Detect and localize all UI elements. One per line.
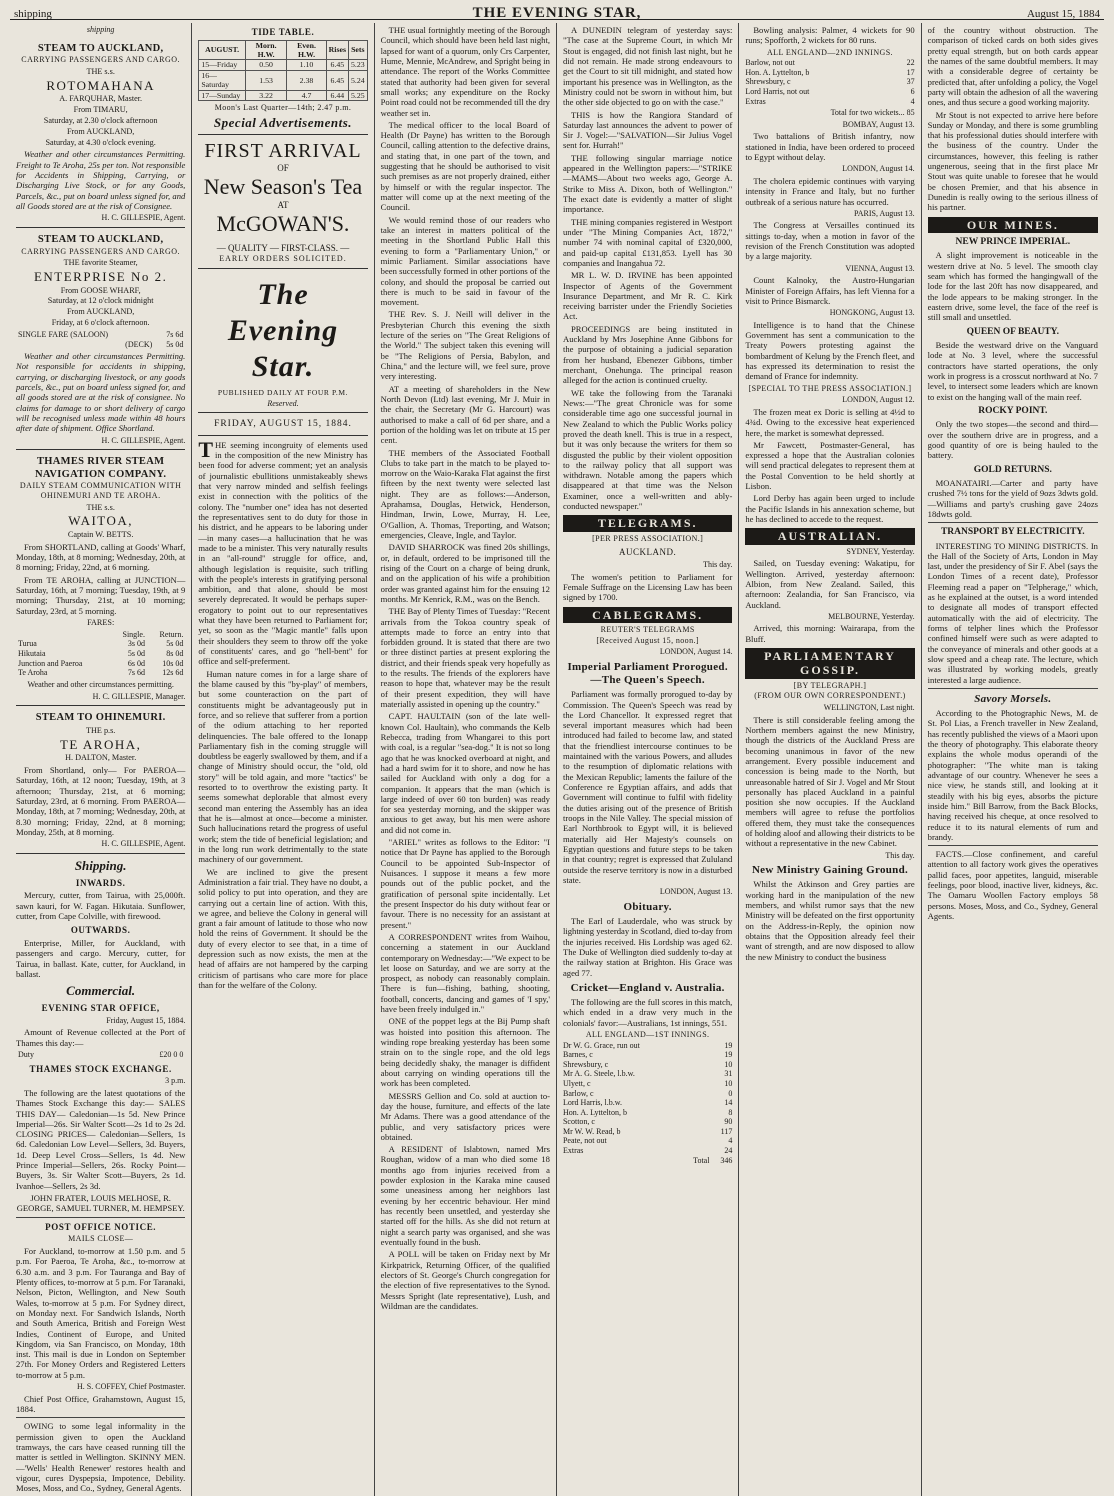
tide-day: 17—Sunday	[199, 90, 246, 100]
post-body: For Auckland, to-morrow at 1.50 p.m. and 5 p.m. For Paeroa, Te Aroha, &c., to-morrow at 6.30 a.m. and 3 p.m. For Tauranga and Bay of Plenty offices, to-morrow at 5 p.m. For Taranaki, Nelson, Picton, Wellington, and New South Wales, to-morrow at 5 p.m. For Sydney direct, on Monday next. For Sandwich Islands, North and South America, British and Foreign West Indies, Continent of Europe, and United Kingdom, via San Francisco, on Monday, 18th inst. This mail is due in London on September 27th. For Money Orders and Registered Letters to-morrow at 5 p.m.	[16, 1246, 186, 1380]
duty-label: Duty	[18, 1049, 34, 1059]
runs: 24	[724, 1146, 733, 1156]
runs: 22	[906, 58, 915, 68]
score-row	[563, 1117, 732, 1127]
prince-imperial-heading: NEW PRINCE IMPERIAL.	[955, 237, 1071, 248]
flag-published: PUBLISHED DAILY AT FOUR P.M.	[217, 387, 349, 397]
fare-table	[16, 630, 185, 678]
batsman: Hon. A. Lyttelton, b	[745, 67, 810, 77]
ad-signature: H. C. GILLESPIE, Manager.	[92, 691, 186, 701]
news-para: THE mining companies registered in Westport under "The Mining Companies Act, 1872," number 74 with nominal capital of £320,000, and paid-up capital £131,853. Lyell has 30 companies and Inangahua 72.	[562, 216, 733, 268]
tide-even: 2.38	[287, 70, 326, 90]
auckland-day: This day.	[703, 560, 733, 570]
tide-header-row	[199, 40, 367, 60]
gossip-body: There is still considerable feeling among the Northern members against the new Ministry, though the districts of the Auckland Press are becoming unanimous in favor of the new arrangement. Every possible inducement and concession is being made to the North, but unreasonable hatred of Sir J. Vogel and Mr Stout personally has placed Auckland in a painful position she now occupies. If the Auckland members will agree to refuse the portfolios offered them, they must take the consequences of holding aloof and allowing their districts to be without a representative in the new Cabinet.	[745, 714, 915, 849]
gossip-banner: PARLIAMENTARY GOSSIP.	[745, 648, 914, 679]
ad-steam-ohinemuri	[16, 706, 185, 854]
telegrams-banner: TELEGRAMS.	[563, 515, 732, 531]
obituary-body: The Earl of Lauderdale, who was struck by lightning yesterday in Scotland, died to-day from the injuries received. His Lordship was aged 62. The Duke of Wellington died suddenly to-day at the railway station at Brighton. His Grace was aged 77.	[562, 915, 733, 978]
ad-body: From Shortland, only— For PAEROA— Saturday, 16th, at 12 noon; Tuesday, 19th, at 3 afternoon; Thursday, 21st, at 6 morning; Saturday, 23rd, at 6 morning. From PAEROA— Monday, 18th, at 7 morning; Wednesday, 20th, at 8.30 morning; Friday, 22nd, at 8 morning; Monday, 25th, at 8 morning.	[16, 765, 186, 838]
tide-col-head: AUGUST.	[199, 40, 246, 60]
tide-row	[199, 90, 367, 100]
ship-prefix: THE p.s.	[85, 725, 116, 735]
tide-even: 1.10	[287, 60, 326, 70]
local-news-para: THE usual fortnightly meeting of the Borough Council, which should have been held last night, lapsed for want of a quorum, only Crs Carpenter, Hume, Mennie, McAndrew, and Spright being in attendance. The report of the Works Committee stated that authority had been given for several small works; any expenditure on the Rocky Point road could not be recommended till the dry weather set in.	[380, 25, 550, 118]
australian-banner: AUSTRALIAN.	[745, 528, 914, 544]
divider	[928, 845, 1098, 846]
cricket-heading: Cricket—England v. Australia.	[570, 981, 725, 994]
office-body: Amount of Revenue collected at the Port of Thames this day:—	[16, 1027, 186, 1048]
ad-line-mcgowans: McGOWAN'S.	[216, 211, 350, 237]
outwards-heading: OUTWARDS.	[70, 925, 131, 936]
schedule-line: Friday, at 6 o'clock afternoon.	[51, 318, 150, 328]
tide-col-head: Sets	[348, 40, 367, 60]
dateline-vienna: VIENNA, August 13.	[845, 263, 915, 273]
fare-header-row	[16, 630, 185, 640]
column-1	[10, 23, 192, 1496]
cricket-body: The following are the full scores in this match, which ended in a draw very much in the colonials' favor:—Australians, 1st innings, 551.	[562, 997, 733, 1028]
dateline-this-day: This day.	[885, 850, 915, 860]
bombay-body: Two battalions of British infantry, now stationed in India, have been ordered to proceed to Egypt without delay.	[745, 131, 915, 162]
ship-name: ROTOMAHANA	[46, 77, 155, 93]
runs: 37	[906, 77, 915, 87]
exchange-body: The following are the latest quotations of the Thames Stock Exchange this day:— SALES THIS DAY— Caledonian—1s 5d. New Prince Imperial—26s. Sir Walter Scott—2s 1d to 2s 2d. CLOSING PRICES— Caledonian—Sellers, 1s 6d. Caledonian Low Level—Sellers, 3d. Buyers, 1d. Deep Level Cross—Sellers, 1s 4d. New Prince Imperial—Sellers, 26s. Rocky Point—Buyers, 3s. Sir Walter Scott—Buyers, 2s 1d. Ivanhoe—Sellers, 2s 3d.	[16, 1087, 186, 1191]
hongkong-body: Intelligence is to hand that the Chinese Government has sent a communication to the Treaty Powers protesting against the bombardment of Kelung by the French fleet, and has expressed its determination to resist the demand of France for indemnity.	[745, 319, 915, 382]
ship-name: TE AROHA,	[59, 736, 142, 752]
dateline-paris: PARIS, August 13.	[854, 208, 915, 218]
local-news-para: A POLL will be taken on Friday next by Mr Kirkpatrick, Returning Officer, of the qualified electors of St. George's Church congregation for the election of five representatives to the Synod. Messrs Spright (late representative), Lush, and Wildman are the candidates.	[380, 1249, 550, 1311]
closing-notices: OWING to some legal informality in the permission given to open the Auckland tramways, the cars have ceased running till the matter is settled in Wellington. SKINNY MEN.—'Wells' Health Renewer' restores health and vigour, cures Dyspepsia, Impotence, Debility. Moses, Moss, and Co., Sydney, General Agents.	[16, 1421, 186, 1494]
office-date: Friday, August 15, 1884.	[106, 1015, 186, 1025]
ad-signature: H. C. GILLESPIE, Agent.	[101, 839, 186, 849]
gossip-continued: Mr Stout is not expected to arrive here before Sunday or Monday, and there is some grumbling that his professional duties should interfere with the business of the country. Under the circumstances, however, this feeling is rather ungenerous, seeing that in the first place Mr Stout was quite unable to foresee that he would be chosen Premier, and that his absence in Dunedin is really owing to the serious illness of his partner.	[927, 109, 1098, 213]
derby-body: Lord Derby has again been urged to include the Pacific Islands in his annexation scheme, but he has declined to accede to the request.	[745, 493, 915, 524]
dateline: FRIDAY, AUGUST 15, 1884.	[198, 419, 367, 435]
column-4	[557, 23, 739, 1496]
batsman: Dr W. G. Grace, run out	[562, 1040, 640, 1050]
masthead-title: THE EVENING STAR,	[472, 5, 642, 21]
scorecard-second	[745, 58, 914, 106]
runs: 14	[724, 1098, 733, 1108]
fares-heading: FARES:	[87, 618, 115, 628]
fare-col-head: Return.	[159, 629, 184, 639]
fare-row	[16, 639, 185, 649]
melbourne-body: Arrived, this morning: Wairarapa, from the Bluff.	[745, 623, 915, 644]
ad-body: From SHORTLAND, calling at Goods' Wharf, Monday, 18th, at 8 morning; Wednesday, 20th, at 8 morning; Friday, 22nd, at 6 morning.	[16, 541, 186, 573]
tide-morn: 3.22	[245, 90, 286, 100]
exchange-heading: THAMES STOCK EXCHANGE.	[29, 1063, 172, 1074]
runs: 19	[724, 1040, 733, 1050]
batsman: Lord Harris, not out	[745, 87, 810, 96]
runs: 8	[728, 1107, 733, 1117]
column-6	[922, 23, 1104, 1496]
ad-thames-river-steam	[16, 450, 185, 706]
fare-return: 5s 0d	[166, 639, 184, 649]
divider	[928, 688, 1098, 689]
total-label: Total	[693, 1155, 710, 1165]
local-news-para: A RESIDENT of Islabtown, named Mrs Roughan, widow of a man who died some 18 months ago from injuries received from a powder explosion in the Karaka mine caused some uneasiness among her neighbors last evening by her eccentric behaviour. Her mind has recently been unsettled, and yesterday she started off for the hills. As she did not return at night a search party was organised, and she was eventually found in the bush.	[380, 1144, 550, 1247]
tide-row	[199, 60, 367, 70]
runs: 31	[724, 1069, 733, 1079]
fare-table	[16, 330, 185, 349]
ministry-body: Whilst the Atkinson and Grey parties are working hard in the manipulation of the new members, and whilst rumor says that the new Ministry will be defeated on the first opportunity on the Address-in-Reply, the opinion now obtains that the Opposition already feel their want of strength, and are now disposed to allow the new Ministry to conduct the business	[745, 879, 915, 962]
scorecard	[563, 1041, 732, 1166]
local-news-para: We would remind those of our readers who take an interest in matters political of the meeting in the Shortland Public Hall this evening to form a "Parliamentary Union," or mimic Parliament. Similar associations have been successfully formed in other portions of the colony, and should the proposal be carried out there is much to be said in favour of the movement.	[380, 214, 550, 308]
news-para: MR L. W. D. IRVINE has been appointed Inspector of Agents of the Government Insurance Department, and Mr R. C. Kirk receiving barrister under the Friendly Societies Act.	[562, 270, 733, 322]
ministry-heading: New Ministry Gaining Ground.	[751, 864, 909, 877]
brokers: JOHN FRATER, LOUIS MELHOSE, R. GEORGE, SAMUEL TURNER, M. HEMPSEY.	[16, 1193, 185, 1214]
runs: 90	[724, 1117, 733, 1127]
queen-of-beauty-heading: QUEEN OF BEAUTY.	[966, 326, 1060, 337]
dateline-london: LONDON, August 13.	[659, 887, 733, 897]
score-row	[563, 1060, 732, 1070]
local-news-para: THE members of the Associated Football Clubs to take part in the match to be played to-morrow on the Waio-Karaka Flat against the first fifteen by the next twenty were selected last night. They are as follows:—Anderson, Aprahamsa, Douglas, Hetwick, Henderson, Hindman, Irwin, Lowe, Murray, H. Lee, O'Gallion, A. Thomas, Treporting, and Watson; emergencies, Cleave, Ingle, and Taylor.	[380, 447, 550, 540]
runs: 10	[724, 1078, 733, 1088]
ad-subheading: DAILY STEAM COMMUNICATION WITH OHINEMURI AND TE AROHA.	[19, 481, 182, 500]
gossip-correspondent: (FROM OUR OWN CORRESPONDENT.)	[754, 691, 906, 701]
cablegrams-banner: CABLEGRAMS.	[563, 607, 732, 623]
tide-heading: TIDE TABLE.	[251, 27, 315, 37]
ship-prefix: THE s.s.	[86, 502, 115, 512]
batsman: Hon. A. Lyttelton, b	[562, 1107, 627, 1117]
duty-row	[16, 1050, 185, 1060]
news-para: THIS is how the Rangiora Standard of Saturday last announces the advent to power of Sir J. Vogel:—"SALVATION—Sir Julius Vogel sent for. Hurrah!"	[562, 109, 733, 151]
fare-dest: Junction and Paeroa	[18, 658, 83, 668]
batsman: Extras	[562, 1146, 584, 1156]
exchange-time: 3 p.m.	[165, 1076, 186, 1086]
local-news-para: DAVID SHARROCK was fined 20s shillings, or, in default, ordered to be imprisoned till the rising of the Court on a charge of being drunk, and on the application of his wife a prohibition order was granted against him for the ensuing 12 months. Mr Kenrick, R.M., was on the Bench.	[380, 542, 550, 604]
telegrams-source: [PER PRESS ASSOCIATION.]	[592, 533, 704, 543]
tide-col-head: Rises	[326, 40, 348, 60]
news-para: THE following singular marriage notice appeared in the Wellington papers:—"STRIKE—MAMS—About two weeks ago, George A. Strike to Miss A. Dixon, both of Wellington." The exact date is evidently a matter of slight importance.	[562, 152, 733, 215]
inwards-body: Mercury, cutter, from Tairua, with 25,000ft. sawn kauri, for W. Fagan. Hikutaia. Sunflower, cutter, from Cape Colville, with firewood.	[16, 890, 186, 921]
fare-single: 7s 6d	[127, 668, 145, 678]
runs: 19	[724, 1050, 733, 1060]
ad-steam-auckland-enterprise	[16, 228, 185, 450]
divider	[928, 522, 1098, 523]
post-subheading: MAILS CLOSE—	[68, 1234, 134, 1244]
runs: 4	[910, 96, 915, 106]
masthead	[10, 4, 1104, 20]
runs: 117	[720, 1126, 733, 1136]
ship-prefix: THE s.s.	[86, 66, 115, 76]
ad-signature: H. C. GILLESPIE, Agent.	[101, 435, 186, 445]
gold-returns-body: MOANATAIRI.—Carter and party have crushed 7½ tons for the yield of 9ozs 3dwts gold.—Williams and party's crushing gave 24ozs 18dwts gold.	[927, 477, 1098, 519]
divider	[16, 1217, 185, 1218]
fare-dest: Te Aroha	[18, 668, 48, 678]
fare-single: 6s 0d	[127, 658, 145, 668]
runs: 0	[728, 1088, 733, 1098]
dateline-sydney: SYDNEY, Yesterday.	[846, 546, 915, 556]
outwards-body: Enterprise, Miller, for Auckland, with passengers and cargo. Mercury, cutter, for Tairua, in ballast. Kate, cutter, for Auckland, in ballast.	[16, 938, 186, 979]
fare-value: 5s 0d	[166, 339, 184, 349]
fare-return: 12s 6d	[162, 668, 184, 678]
column-kicker: shipping	[86, 25, 115, 34]
batsman: Barnes, c	[562, 1050, 593, 1060]
tide-morn: 1.53	[245, 70, 286, 90]
ship-master: Captain W. BETTS.	[67, 530, 134, 539]
schedule-line: From AUCKLAND,	[67, 307, 135, 317]
score-row	[563, 1050, 732, 1060]
news-para: A DUNEDIN telegram of yesterday says: "The case at the Supreme Court, in which Mr Stout is engaged, did not finish last night, but he did not remain. He made strong endeavours to get the Court to sit till midnight, and stated how important his presence was in Wellington, as the Ministry could not be sworn in without him, but the other side objected to go on with the case."	[562, 25, 733, 108]
score-row	[563, 1127, 732, 1137]
rocky-point-body: Only the two stopes—the second and third—over the southern drive are in progress, and a good quantity of ore is being hauled to the battery.	[927, 419, 1098, 461]
ad-subheading: CARRYING PASSENGERS AND CARGO.	[21, 246, 181, 256]
prince-imperial-body: A slight improvement is noticeable in the western drive at No. 5 level. The smooth clay seam which has formed the hangingwall of the lode for the last 20ft has now disappeared, and the lode appears to be making stronger. In the eastern drive, some level, the face of the reef is still small and unsettled.	[927, 250, 1098, 323]
batsman: Barlow, c	[562, 1088, 594, 1098]
runs: 4	[728, 1136, 733, 1146]
gossip-source: [BY TELEGRAPH.]	[793, 680, 867, 690]
sun-sets: 5.25	[348, 90, 367, 100]
commercial-banner: Commercial.	[66, 983, 136, 999]
column-2	[192, 23, 374, 1496]
score-row	[745, 97, 914, 107]
batsman: Mr W. W. Read, b	[562, 1126, 621, 1136]
dateline-hongkong: HONGKONG, August 13.	[829, 308, 915, 318]
schedule-line: Saturday, at 4.30 o'clock evening.	[45, 137, 156, 147]
runs: 6	[910, 87, 915, 96]
schedule-line: From TIMARU,	[73, 105, 128, 115]
mines-banner: OUR MINES.	[928, 217, 1098, 233]
batsman: Lord Harris, l.b.w.	[562, 1098, 623, 1108]
local-news-para: A CORRESPONDENT writes from Waihou, concerning a statement in our Auckland contemporary on Wednesday:—"We expect to be let loose on Saturday, and we are sorry at the prospect, as nobody can reasonably complain. There is fun—fishing, bathing, shooting, football, concerts, dancing and games of 'I spy,' have been freely indulged in."	[380, 931, 550, 1015]
paris-body: The Congress at Versailles continued its sittings to-day, when a motion in favor of the revision of the French Constitution was adopted by a large majority.	[745, 220, 915, 262]
ship-master: H. DALTON, Master.	[65, 753, 137, 763]
fare-label: (DECK)	[125, 339, 153, 349]
flag-rights: Reserved.	[267, 398, 299, 408]
runs: 17	[906, 67, 915, 77]
fare-row	[16, 659, 185, 669]
ad-line-orders: EARLY ORDERS SOLICITED.	[219, 254, 347, 264]
fare-row	[16, 668, 185, 678]
fare-return: 8s 0d	[166, 649, 184, 659]
dateline-wellington: WELLINGTON, Last night.	[823, 703, 915, 713]
moon-note: Moon's Last Quarter—14th; 2.47 p.m.	[214, 102, 352, 112]
column-3	[375, 23, 557, 1496]
ad-heading: STEAM TO AUCKLAND,	[37, 233, 164, 245]
imperial-body: Parliament was formally prorogued to-day by Commission. The Queen's Speech was read by the Lord Chancellor. It expressed regret that several important measures which had been introduced had failed to become law, and stated that the friendliest intercourse continues to be maintained with the various Powers, and alludes to the resumption of diplomatic relations with the Mexican Republic; laments the failure of the Conference re Egyptian affairs, and adds that Government will continue to fulfil with fidelity the duties arising out of the presence of British troops in the Nile Valley. The special mission of Earl Northbrook to Egypt will, it is believed materially aid Her Majesty's counsels on Egyptian questions and future steps to be taken in that country; regret is expressed that Zululand outside the reserve territory is now in a disturbed state.	[562, 689, 733, 885]
ad-line-at: AT	[277, 200, 289, 211]
office-heading: EVENING STAR OFFICE,	[41, 1002, 160, 1013]
ad-body: Weather and other circumstances Permitting. Not responsible for accidents in shipping, carrying, or discharging livestock, or any goods parcels, &c., put on board unless signed for, and all goods stored are at the risk of consignee. No claims for damage to or short delivery of cargo will be recognised unless made within 48 hours after date of shipment. Office Shortland.	[16, 351, 186, 434]
tide-day: 16—Saturday	[199, 70, 246, 90]
tide-col-head: Even. H.W.	[287, 40, 326, 60]
dateline-bombay: BOMBAY, August 13.	[842, 119, 915, 129]
columns	[10, 23, 1104, 1494]
batsman: Barlow, not out	[745, 58, 795, 68]
second-total: Total for two wickets... 85	[830, 108, 915, 118]
ship-prefix: THE favorite Steamer,	[63, 258, 138, 268]
score-row	[563, 1136, 732, 1146]
runs: 10	[724, 1059, 733, 1069]
batsman: Scotton, c	[562, 1117, 595, 1127]
fare-row	[16, 649, 185, 659]
fare-label: SINGLE FARE (SALOON)	[18, 329, 109, 339]
sun-sets: 5.23	[348, 60, 367, 70]
batsman: Extras	[745, 96, 766, 106]
ad-heading: STEAM TO AUCKLAND,	[37, 42, 164, 54]
sydney-body: Sailed, on Tuesday evening: Wakatipu, for Wellington. Arrived, yesterday afternoon: Albion, from New Zealand. Sailed, this afternoon: Zealandia, for San Francisco, via Auckland.	[745, 558, 915, 610]
transport-heading: TRANSPORT BY ELECTRICITY.	[940, 527, 1085, 538]
innings-heading: ALL ENGLAND—1ST INNINGS.	[585, 1029, 710, 1039]
fare-single: 5s 0d	[127, 649, 145, 659]
shipping-banner: Shipping.	[74, 857, 127, 873]
local-news-para: MESSRS Gellion and Co. sold at auction to-day the house, furniture, and effects of the late Mr Adams. There was a good attendance of the public, and very satisfactory prices were obtained.	[380, 1090, 550, 1142]
fare-single: 3s 0d	[127, 639, 145, 649]
fare-col-head: Single.	[122, 629, 145, 639]
local-news-para: THE Rev. S. J. Neill will deliver in the Presbyterian Church this evening the sixth lecture of the series on "The Great Religions of the World." The subject taken this evening will be "The Religions of Persia, Babylon, and China," and the lecture will, we feel sure, prove very interesting.	[380, 309, 550, 382]
special-ads-banner: Special Advertisements.	[213, 115, 353, 131]
score-row	[563, 1069, 732, 1079]
fare-row	[16, 340, 185, 350]
schedule-line: Saturday, at 2.30 o'clock afternoon	[43, 115, 158, 125]
savory-morsels-heading: Savory Morsels.	[974, 692, 1052, 705]
post-office: Chief Post Office, Grahamstown, August 15, 1884.	[16, 1393, 186, 1415]
schedule-line: Saturday, at 12 o'clock midnight	[47, 296, 154, 306]
special-correspondent: [SPECIAL TO THE PRESS ASSOCIATION.]	[748, 383, 912, 393]
score-row	[563, 1041, 732, 1051]
fare-col-head	[16, 630, 110, 640]
batsman: Shrewsbury, c	[562, 1059, 609, 1069]
ship-master: A. FARQUHAR, Master.	[59, 94, 143, 104]
auckland-heading: AUCKLAND.	[619, 547, 677, 558]
score-row	[745, 77, 914, 87]
batsman: Shrewsbury, c	[745, 77, 791, 87]
frozen-meat-body: The frozen meat ex Doric is selling at 4½d to 4¾d. Owing to the excessive heat experienced here, the market is somewhat depressed.	[745, 406, 915, 438]
bowling-analysis: Bowling analysis: Palmer, 4 wickets for 90 runs; Spofforth, 2 wickets for 80 runs.	[745, 25, 915, 46]
queen-of-beauty-body: Beside the westward drive on the Vanguard lode at No. 3 level, where the successful contractors have started operations, the only work in progress is a crosscut northward at No. 7 level, to intersect some leaders which are known to exist on the hanging wall of the main reef.	[927, 339, 1098, 402]
schedule-line: From AUCKLAND,	[67, 126, 135, 136]
score-row	[563, 1079, 732, 1089]
ad-line-quality: — QUALITY — FIRST-CLASS. —	[216, 243, 350, 254]
sun-sets: 5.24	[348, 70, 367, 90]
gossip-continued: of the country without obstruction. The comparison of ticked cards on both sides gives pretty equal strength, but on both cards appear the names of the same doubtful members. It may with a considerable degree of certainty be predicted that, after unfolding a policy, the Vogel party will obtain the adhesion of all the wavering ones, and thus secure a good working majority.	[927, 25, 1098, 108]
tide-even: 4.7	[287, 90, 326, 100]
dateline-london: LONDON, August 14.	[659, 647, 733, 657]
ad-signature: H. C. GILLESPIE, Agent.	[101, 213, 186, 223]
fare-value: 7s 6d	[166, 329, 184, 339]
editorial-para: THE seeming incongruity of elements used in the composition of the new Ministry has been food for adverse comment; yet an analysis of journalistic ebullitions unmistakeably shews that very narrow minded and selfish feelings exist in connection with the politics of the colony. The "number one" idea has not deserted the representatives sent to do duty for those in his district, and he appears to be laboring under—in many cases—a hallucination that he was made to be a minister. This very naturally results in an "all-round" struggle for office, and, although legislation is requisite, such trifling with the people's interests in gratifying personal ambition, and that alone, should be most severely deprecated. It would be perhaps super-erogatory to point out to our representatives what they have been returned to Parliament for; yet, so soon as the "Magic mantle" falls upon their shoulders they seem to throw off the yoke of constituents' cares, and go "hell-bent" for office and self-preferment.	[198, 436, 368, 667]
batsman: Mr A. G. Steele, l.b.w.	[562, 1069, 635, 1079]
score-row	[563, 1098, 732, 1108]
ad-line-of: OF	[277, 163, 289, 174]
tide-row	[199, 70, 367, 90]
fare-dest: Turua	[18, 639, 37, 649]
ad-heading: STEAM TO OHINEMURI.	[35, 712, 166, 724]
ad-note: Weather and other circumstances permitting.	[27, 679, 174, 689]
newspaper-flag	[198, 271, 367, 414]
closing-notice: FACTS.—Close confinement, and careful attention to all factory work gives the operatives pallid faces, poor appetites, languid, miserable feelings, poor blood, inactive liver, kidneys, &c. The Oamaru Woollen Factory employs 58 persons. Moses, Moss, and Co., Sydney, General Agents.	[927, 849, 1098, 922]
duty-table	[16, 1050, 185, 1060]
ad-subheading: CARRYING PASSENGERS AND CARGO.	[21, 55, 181, 65]
local-news-para: THE Bay of Plenty Times of Tuesday: "Recent arrivals from the Tokoa country speak of attempts made to force an entry into that forbidden ground. It is stated that there are two or three distinct parties at present exploring the district, and their friends speak very hopefully as to the results. The friends of the explorers have reason to hope that, whatever may be the result of their present expedition, they will have materially assisted in opening up the country."	[380, 606, 550, 709]
gold-returns-heading: GOLD RETURNS.	[973, 464, 1052, 475]
ship-name: ENTERPRISE No 2.	[33, 268, 168, 284]
sun-rises: 6.45	[326, 60, 348, 70]
news-para: PROCEEDINGS are being instituted in Auckland by Mrs Josephine Anne Gibbons for the purpose of obtaining a judicial separation from her husband, Ebenezer Gibbons, timber merchant, Onehunga. The principal reason alleged for the action is continued cruelty.	[562, 323, 733, 386]
local-news-para: The medical officer to the local Board of Health (Dr Payne) has written to the Borough Council, calling attention to the defective drains, and stating that, in one part of the town, and suggesting that he should be authorised to visit such premises as are not properly drained, either by himself or with the regular inspector. The matter will come up at the next meeting of the Council.	[380, 119, 550, 213]
second-innings-heading: ALL ENGLAND—2ND INNINGS.	[767, 47, 893, 57]
schedule-line: From GOOSE WHARF,	[60, 285, 141, 295]
score-row	[745, 87, 914, 97]
mcgowan-tea-ad	[198, 134, 367, 269]
duty-value: £20 0 0	[159, 1049, 184, 1059]
news-para: WE take the following from the Taranaki News:—"The great Chronicle was for some considerable time ago one successful journal in New Zealand to which the Public Works policy proved the death knell. This is true in a respect, but it was only because the writers for them so disgusted the public by their violent opposition to the railway policy that all support was withdrawn. Notable among the papers which disappeared at that time was the Nelson Examiner, once a well-written and ably-conducted newspaper."	[562, 387, 733, 512]
score-row	[563, 1089, 732, 1099]
fawcett-body: Mr Fawcett, Postmaster-General, has expressed a hope that the Australian colonies will send practical delegates to represent them at the Postal Convention to be held shortly at Lisbon.	[745, 439, 915, 492]
fare-return: 10s 0d	[162, 658, 184, 668]
dateline-melbourne: MELBOURNE, Yesterday.	[828, 611, 915, 621]
local-news-para: "ARIEL" writes as follows to the Editor: "I notice that Dr Payne has applied to the Borough Council to be appointed Sub-Inspector of Nuisances. I suppose it means a few more pounds out of the public pocket, and the gratification of personal spite incidentally. Let the present Inspector do his duty without fear or favour. There is no necessity for an assistant at present."	[380, 837, 550, 930]
sun-rises: 6.44	[326, 90, 348, 100]
dateline-london: LONDON, August 12.	[842, 395, 915, 405]
transport-body: INTERESTING TO MINING DISTRICTS. In the Hall of the Society of Arts, London in May last, under the presidency of Sir F. Abel (says the London Times of a recent date), Professor Fleeming read a paper on "Telpherage," which, as he explained at the outset, is a word intended to designate all modes of transport effected automatically with the aid of electricity. The forms of telpher lines which the Professor confined himself were such as were adapted to the conveyance of minerals and other goods at a slow speed and a cheap rate. The lecture, which was illustrated by working models, greatly interested a large audience.	[927, 540, 1098, 685]
vienna-body: Count Kalnoky, the Austro-Hungarian Minister of Foreign Affairs, has left Vienna for a visit to Prince Bismarck.	[745, 275, 915, 306]
fare-dest: Hikutaia	[18, 649, 46, 659]
inwards-heading: INWARDS.	[75, 877, 126, 888]
score-row	[745, 68, 914, 78]
ad-steam-auckland-rotomahana	[16, 37, 185, 228]
score-row	[563, 1108, 732, 1118]
ad-body: From TE AROHA, calling at JUNCTION—Saturday, 16th, at 7 morning; Tuesday, 19th, at 9 morning; Thursday, 21st, at 10 morning; Saturday, 23rd, at 5 morning.	[16, 574, 186, 616]
editorial-para: We are inclined to give the present Administration a fair trial. They have no doubt, a solid policy to put into operation, and they are carrying out a certain line of action. With this, we agree, and believe the Colony in general will grant a fair amount of latitude to those who now hold the reins of Government. It should be the duty of every elector to see that, in a time of depression such as now exists, the men at the head of affairs are not hampered by the carping criticism of partisans who care more for place than for the welfare of the Colony.	[198, 866, 368, 991]
reuter-source: REUTER'S TELEGRAMS	[600, 625, 695, 635]
obituary-heading: Obituary.	[623, 900, 672, 913]
ship-name: WAITOA,	[68, 513, 134, 529]
imperial-heading: Imperial Parliament Prorogued. —The Queen's Speech.	[567, 660, 728, 687]
tide-table	[198, 40, 367, 101]
masthead-date: August 15, 1884	[1026, 8, 1100, 20]
score-row	[563, 1146, 732, 1156]
batsman: Peate, not out	[562, 1136, 607, 1146]
cholera-body: The cholera epidemic continues with varying intensity in France and Italy, but no further outbreak of a serious nature has occurred.	[745, 175, 915, 207]
savory-morsels-body: According to the Photographic News, M. de St. Pol Lias, a French traveller in New Zealand, has recently published the views of a Maori upon the theory of photography. This elaborate theory explains the whole modus operandi of the photographer: "The white man is taking advantage of our country. Whenever he sees a nice view, he stands still, and looking at it steadily with his big eyes, absorbs the picture inside him." Bill Barrow, from the Back Blocks, having received his cheque, at once resolved to reduce it to its natural elements of rum and brandy.	[927, 708, 1098, 842]
local-news-para: CAPT. HAULTAIN (son of the late well-known Col. Haultain), who commands the Kelb Rebecca, trading from Whangarei to this port with coal, is a regular "sea-dog." It is not so long ago that he was knocked overboard at night, and had a hard swim for it to shore, and now he has sailed for Auckland with only a dog for a companion. It appears that the man (which is large indeed of over 60 ton burden) was ready for sea yesterday morning, and the skipper was anxious to get away, but his men were ashore and did not come in.	[380, 711, 550, 835]
dateline-london: LONDON, August 14.	[842, 164, 915, 174]
divider	[16, 1417, 185, 1418]
score-row	[745, 58, 914, 68]
post-heading: POST OFFICE NOTICE.	[45, 1221, 157, 1232]
score-total-row	[563, 1156, 732, 1166]
tide-day: 15—Friday	[199, 60, 246, 70]
total-runs: 346	[720, 1155, 733, 1165]
tide-morn: 0.50	[245, 60, 286, 70]
ad-line-tea: New Season's Tea	[203, 173, 363, 199]
local-news-para: AT a meeting of shareholders in the New North Devon (Ltd) last evening, Mr J. Muir in the chair, the Secretary (Mr G. Harcourt) was authorised to make a call of 6d per share, and a portion of the holding was let on tribute at 15 per cent.	[380, 383, 550, 446]
local-news-para: ONE of the poppet legs at the Bij Pump shaft was hoisted into position this afternoon. The winding rope breaking yesterday has been some strain on to the single rope, and the old legs being decidedly shaky, the manager is diffident about carrying on winding operations till the work has been completed.	[380, 1016, 550, 1089]
masthead-left: shipping	[14, 8, 52, 20]
tide-col-head: Morn. H.W.	[245, 40, 286, 60]
batsman: Ulyett, c	[562, 1078, 591, 1088]
sun-rises: 6.45	[326, 70, 348, 90]
post-signature: H. S. COFFEY, Chief Postmaster.	[77, 1382, 186, 1392]
received-time: [Received August 15, noon.]	[596, 635, 699, 645]
flag-title: The Evening Star.	[227, 277, 339, 383]
ad-line-first-arrival: FIRST ARRIVAL	[204, 140, 362, 163]
editorial-para: Human nature comes in for a large share of the blame caused by this "by-play" of members, but some counteraction on the part of constituents might be advantageously put in force, and so relieve that sufferer from a portion of the odium attaching to her reported delinquencies. The bale offered to the Ionapp Parliamentary fish in the coming struggle will doubtless be eagerly swallowed by them, and if a change of Ministry should occur, the "old, old story" will be told again, and more "tactics" be resorted to to overthrow the existing party. It seems somewhat deplorable that almost every second man entering the Assembly has an idea that he is—almost at once—become a minister. Such hallucinations retard the progress of useful work; stem the tide of beneficial legislation; and in the long run work detrimentally to the state machinery of our government.	[198, 668, 368, 865]
column-5	[739, 23, 921, 1496]
ad-body: Weather and other circumstances Permitting. Freight to Te Aroha, 25s per ton. Not responsible for Accidents in Shipping, Carrying, or Discharging Live Stock, or for any Goods, Parcels, &c., put on board unless signed for, and all Goods stored are at the risk of Consignee.	[16, 149, 186, 211]
ad-heading: THAMES RIVER STEAM NAVIGATION COMPANY.	[35, 456, 167, 480]
rocky-point-heading: ROCKY POINT.	[978, 405, 1048, 416]
fare-row	[16, 330, 185, 340]
auckland-body: The women's petition to Parliament for Female Suffrage on the Licensing Law has been signed by 1700.	[562, 571, 733, 603]
